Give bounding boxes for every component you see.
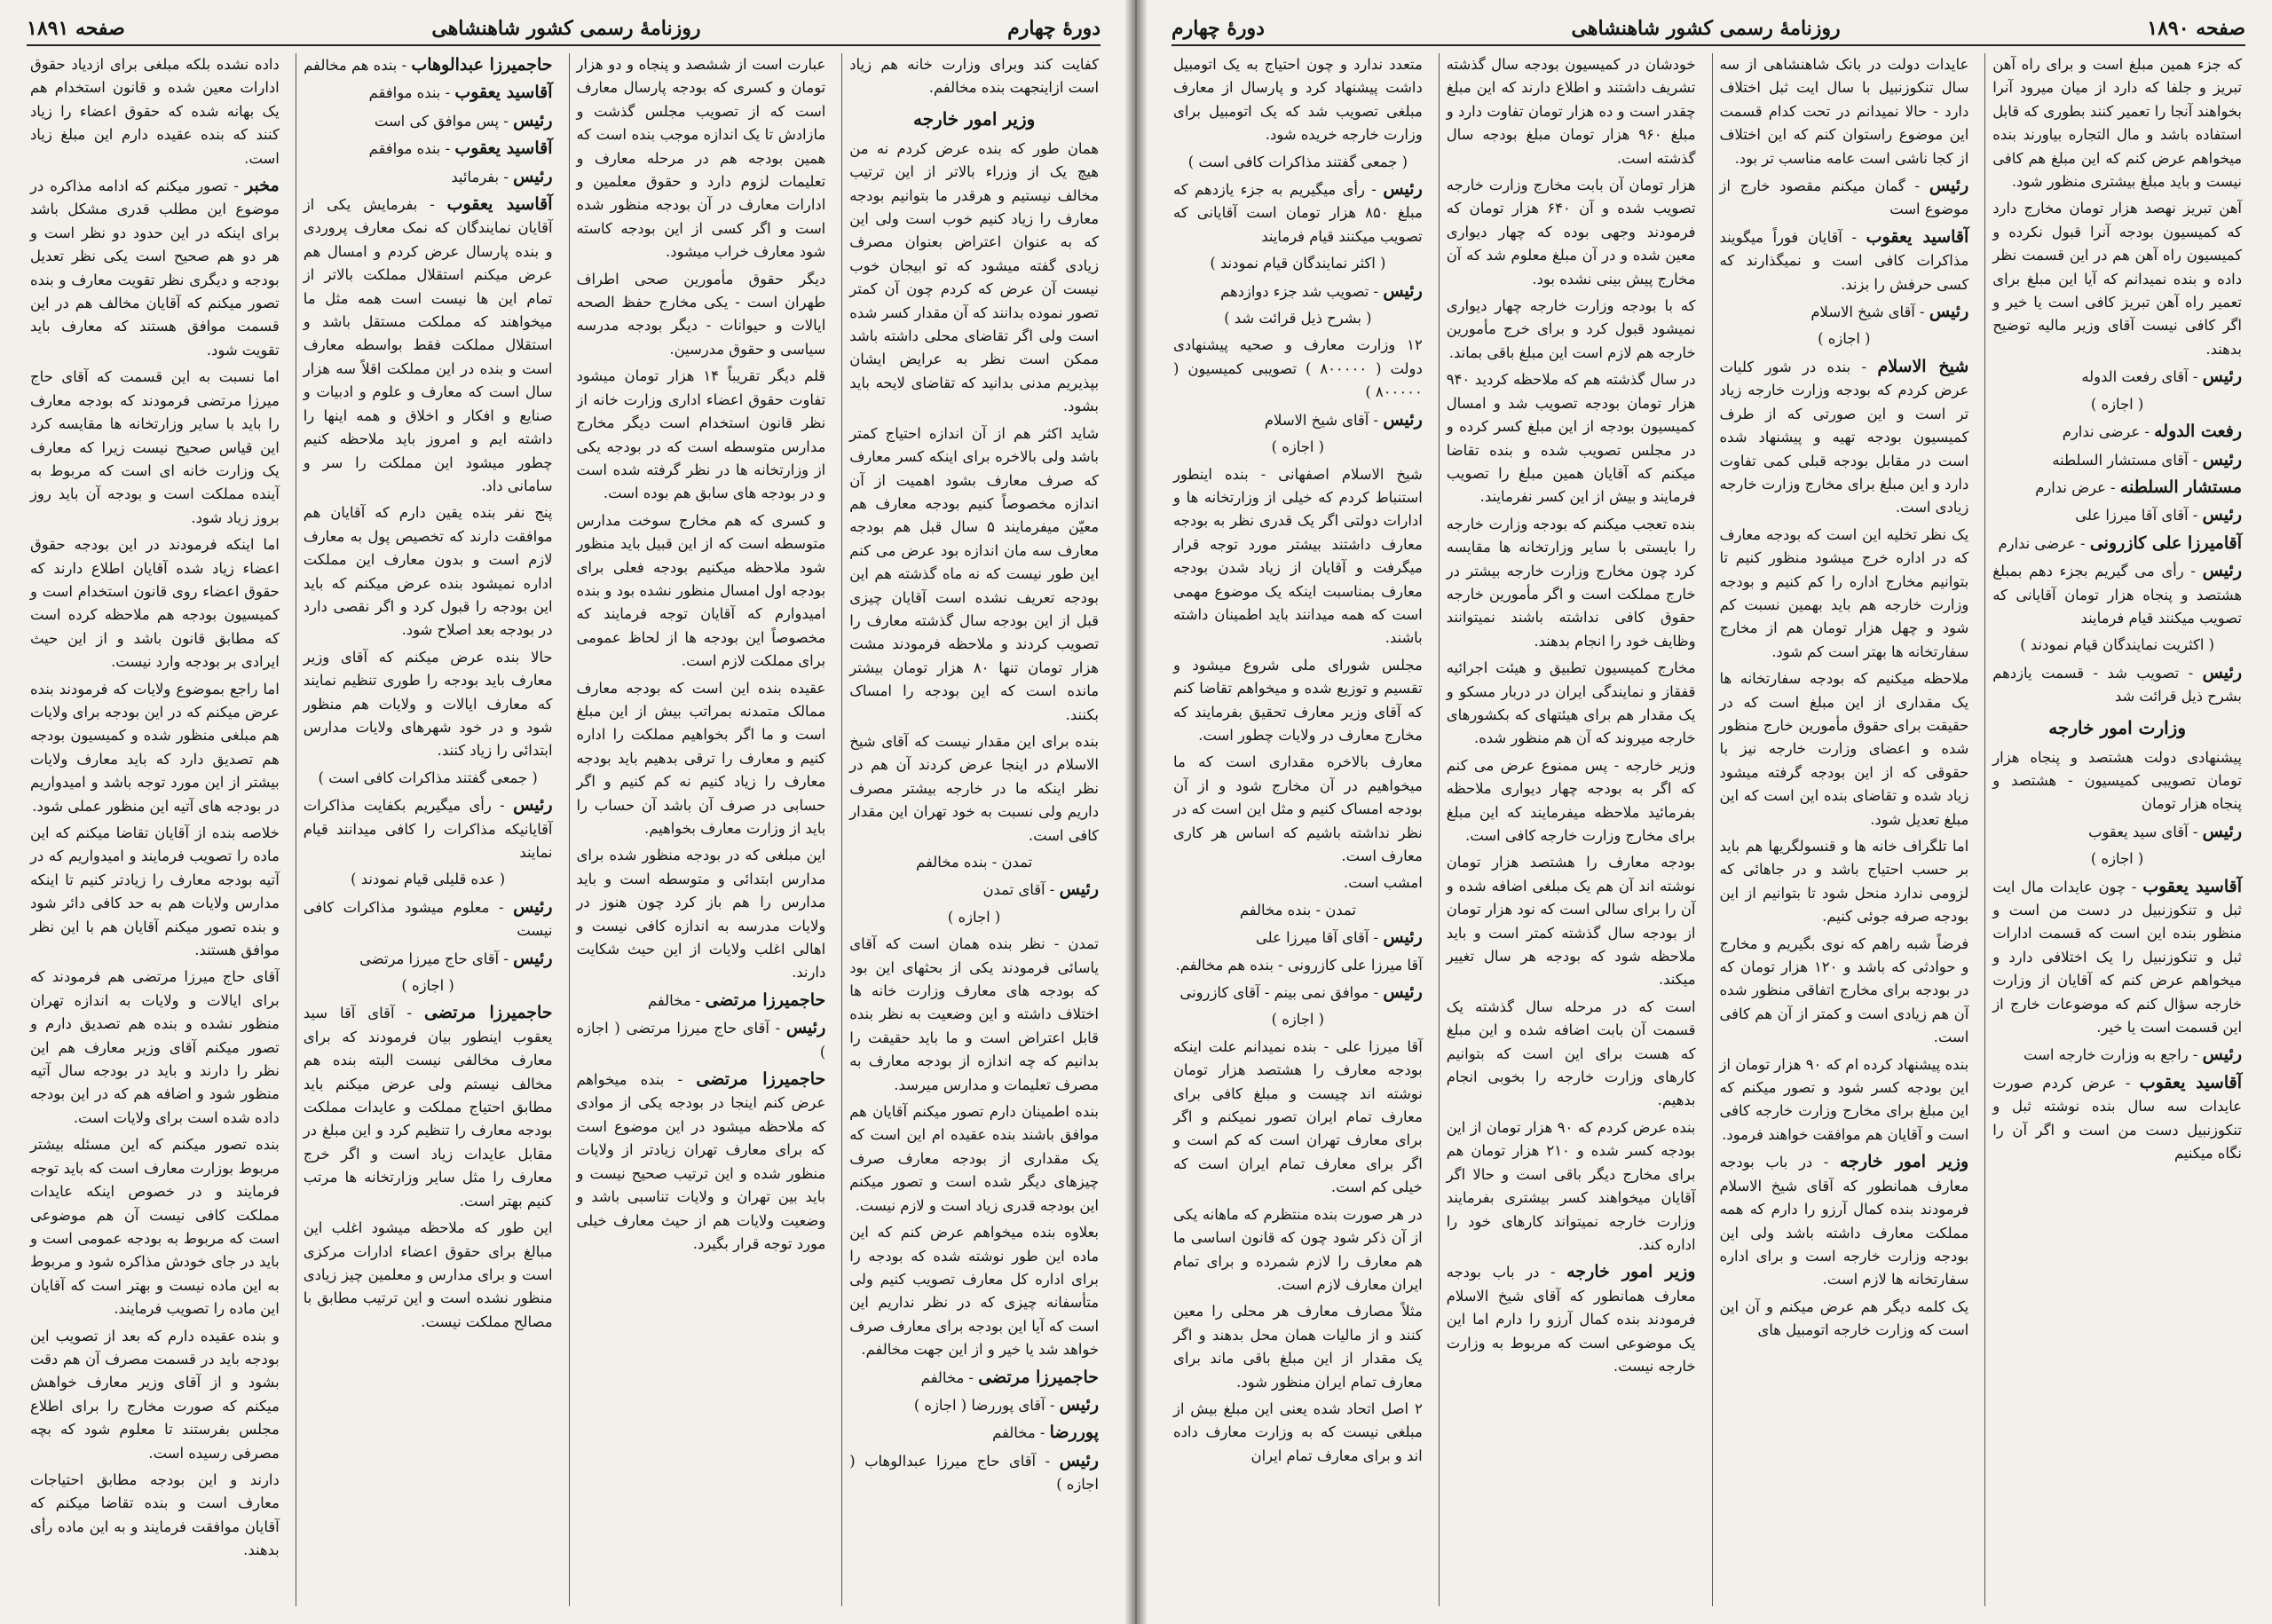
page-columns — [1166, 53, 2249, 1606]
speaker-paragraph — [577, 989, 826, 1013]
speaker-name: رئیس — [1383, 409, 1423, 430]
body-paragraph: داده نشده بلکه مبلغی برای ازدیاد حقوق ادارات معین شده و قانون استخدام هم یک بهانه شده که حقوق اعضاء را زیاد کنند که بنده عقیده دارم این مبلغ زیاد است. — [30, 56, 280, 167]
speaker-paragraph — [1720, 225, 1969, 296]
body-paragraph: همان طور که بنده عرض کردم نه من هیچ یک از وزراء بالاتر از این ترتیب مخالف نیستیم و هرقدر ما بتوانیم بودجه معارف را زیاد کنیم خوب است ولی این که به عنوان اعتراض بعنوان مصرف زیادی گفته میشود که تو ابیجان خوب نیست آن عرض که کردم چون آن کمتر تصور نموده بدانند که آن مقدار کسر شده است ولی اگر تقاضای محلی داشته باشد ممکن است نظر به عرایض ایشان بپذیریم مدنی بدانید که تقاضای لایحه باید بشود. — [849, 139, 1099, 415]
text-column — [1166, 53, 1430, 1606]
speaker-text: - آقای مستشار السلطنه — [2052, 451, 2198, 469]
proceedings-note: ( اجازه ) — [1271, 438, 1325, 456]
speaker-paragraph — [1992, 448, 2242, 472]
speaker-name: حاجمیرزا مرتضی — [696, 1069, 826, 1090]
speaker-name: رفعت الدوله — [2154, 422, 2242, 442]
body-paragraph: ۲ اصل اتحاد شده یعنی این مبلغ بیش از مبلغی نیست که به وزارت معارف داده اند و برای معارف تمام ایران — [1173, 1399, 1423, 1464]
speaker-paragraph — [1992, 532, 2242, 556]
speaker-paragraph — [1720, 174, 1969, 222]
header-left: دورۀ چهارم — [1172, 17, 1265, 40]
speaker-name: وزیر امور خارجه — [1566, 1262, 1696, 1282]
body-paragraph: آقای حاج میرزا مرتضی هم فرمودند که برای ایالات و ولایات به اندازه تهران منظور نشده و بنده هم تصدیق دارم و تصور میکنم آقای وزیر معارف هم این نظر را دارند و باید در بودجه سال آتیه منظور شود و اضافه هم که در این بودجه داده شده است برای ولایات است. — [30, 968, 280, 1126]
body-paragraph: فرضاً شبه راهم که نوی بگیریم و مخارج و حوادثی که باشد و ۱۲۰ هزار تومان که در بودجه برای مخارج اتفاقی منظور شده آن هم زیادی است و کمتر از آن هم کافی است. — [1719, 934, 1969, 1046]
body-paragraph: اما نسبت به این قسمت که آقای حاج میرزا مرتضی فرمودند که بودجه معارف را باید با سایر وزارتخانه ها مقایسه کرد این قیاس صحیح نیست زیرا که معارف یک وزارت خانه ای است که مربوط به آینده مملکت است و بودجه آن باید روز بروز زیاد شود. — [30, 368, 280, 526]
speaker-text: - مخالفم — [920, 1368, 974, 1386]
speaker-name: رئیس — [1059, 1394, 1099, 1415]
speaker-text: - بنده موافقم — [368, 140, 451, 158]
text-column — [1439, 53, 1703, 1606]
speaker-text: - عرض ندارم — [2035, 478, 2116, 496]
body-paragraph: متعدد ندارد و چون احتیاج به یک اتومبیل داشت پیشنهاد کرد و پارسال از معارف مبلغی تصویب شد که یک اتومبیل برای وزارت خارجه خریده شود. — [1173, 56, 1423, 144]
body-paragraph: بنده عرض کردم که ۹۰ هزار تومان از این بودجه کسر شده و ۲۱۰ هزار تومان هم برای مخارج دیگر باقی است و حالا اگر آقایان میخواهند کسر بیشتری بفرمایند وزارت خارجه نمیتواند کارهای خود را اداره کند. — [1446, 1118, 1696, 1253]
speaker-paragraph — [1720, 300, 1969, 324]
body-paragraph: که جزء همین مبلغ است و برای راه آهن تبریز و جلفا که دارد از میان میرود آنرا بخواهند آنجا را تعمیر کنند بطوری که قابل استفاده باشد و مال التجاره بیاورند بنده میخواهم عرض کنم که این مبلغ هم کافی نیست و باید مبلغ بیشتری منظور شود. — [1992, 56, 2242, 191]
body-paragraph: که با بودجه وزارت خارجه چهار دیواری نمیشود قبول کرد و برای خرج مأمورین خارجه هم لازم است این مبلغ باقی بماند. — [1446, 297, 1696, 361]
speaker-name: حاجمیرزا مرتضی — [978, 1367, 1099, 1387]
speaker-name: رئیس — [1383, 280, 1423, 301]
speaker-paragraph — [304, 137, 553, 161]
speaker-text: - بفرمائید — [451, 168, 509, 185]
section-heading: وزیر امور خارجه — [912, 107, 1036, 130]
body-paragraph: اما تلگراف خانه ها و قنسولگریها هم باید بر حسب احتیاج باشد و در جاهائی که لزومی ندارد منحل شود تا بتوانیم از این بودجه صرفه جوئی کنیم. — [1719, 838, 1969, 926]
speaker-paragraph — [304, 53, 553, 77]
speaker-text: - آقای آقا سید یعقوب اینطور بیان فرمودند که برای معارف مخالفی نیست البته بنده هم مخالف نیستم ولی عرض میکنم باید مطابق احتیاج مملکت و عایدات مملکت بودجه معارف را تنظیم کرد و این مبلغ در مقابل عایدات زیاد است و اگر خرج معارف را مثل سایر وزارتخانه ها مرتب کنیم بهتر است. — [303, 1005, 553, 1210]
header-left: صفحه ۱۸۹۱ — [27, 17, 125, 40]
speaker-name: رئیس — [513, 166, 553, 186]
speaker-text: - مخالفم — [992, 1424, 1045, 1442]
speaker-text: - در باب بودجه معارف همانطور که آقای شیخ الاسلام فرمودند بنده کمال آرزو را دارم که همه مملکت معارف داشته باشد ولی این بودجه وزارت خارجه است و برای اداره سفارتخانه ها لازم است. — [1719, 1154, 1969, 1289]
speaker-paragraph — [849, 1393, 1099, 1417]
speaker-name: رئیس — [2202, 662, 2242, 682]
body-paragraph: است که در مرحله سال گذشته یک قسمت آن بابت اضافه شده و این مبلغ که هست برای این است که بتوانیم کارهای وزارت خارجه را بخوبی انجام بدهیم. — [1446, 997, 1696, 1109]
header-right: دورۀ چهارم — [1007, 17, 1100, 40]
speaker-text: - آقای رفعت الدوله — [2081, 368, 2198, 386]
body-paragraph: ۱۲ وزارت معارف و صحیه پیشنهادی دولت ( ۸۰۰۰۰۰ ) تصویبی کمیسیون ( ۸۰۰۰۰۰ ) — [1173, 336, 1423, 401]
speaker-paragraph — [1992, 1043, 2242, 1067]
speaker-text: - رأی میگیریم به جزء یازدهم که مبلغ ۸۵۰ هزار تومان است آقایانی که تصویب میکنند قیام فرمایند — [1173, 181, 1423, 245]
speaker-text: - عرض کردم صورت عایدات سه سال بنده نوشته ثبل و تنکوزنبیل دست من است و اگر آن را نگاه میکنیم — [1992, 1074, 2242, 1163]
speaker-name: رئیس — [1059, 1450, 1099, 1470]
speaker-paragraph — [304, 81, 553, 105]
speaker-name: رئیس — [2202, 449, 2242, 469]
speaker-paragraph — [1173, 926, 1423, 950]
body-paragraph: حالا بنده عرض میکنم که آقای وزیر معارف باید بودجه را طوری تنظیم نمایند که معارف ایالات و ولایات هم منظور شود و در خود شهرهای ولایات مدارس ابتدائی را زیاد کنند. — [303, 648, 553, 760]
body-paragraph: در هر صورت بنده منتظرم که ماهانه یکی از آن ذکر شود چون که قانون اساسی ما هم معارف را لازم شمرده و برای تمام ایران معارف لازم است. — [1173, 1205, 1423, 1293]
body-paragraph: خودشان در کمیسیون بودجه سال گذشته تشریف داشتند و اطلاع دارند که این مبلغ چقدر است و ده هزار تومان تفاوت دارد و مبلغ ۹۶۰ هزار تومان مبلغ بودجه سال گذشته است. — [1446, 56, 1696, 167]
speaker-name: رئیس — [1383, 927, 1423, 948]
body-paragraph: مجلس شورای ملی شروع میشود و تقسیم و توزیع شده و میخواهم تقاضا کنم که آقای وزیر معارف تحقیق بفرمایند که مخارج معارف در ولایات چطور است. — [1173, 656, 1423, 744]
speaker-text: - آقایان فوراً میگویند مذاکرات کافی است و نمیگذارند که کسی حرفش را بزند. — [1719, 228, 1969, 293]
speaker-text: - عرضی ندارم — [2062, 423, 2150, 441]
body-paragraph: خلاصه بنده از آقایان تقاضا میکنم که این ماده را تصویب فرمایند و امیدواریم که در آتیه بودجه معارف را زیادتر کنیم تا اینکه مدارس ولایات هم به حد کافی دائر شود و بنده تصور میکنم آقایان هم با این نظر موافق هستند. — [30, 824, 280, 959]
speaker-name: رئیس — [1383, 179, 1423, 200]
speaker-name: حاجمیرزا مرتضی — [423, 1003, 553, 1023]
body-paragraph: عقیده بنده این است که بودجه معارف ممالک متمدنه بمراتب بیش از این مبلغ است و ما اگر بخواهیم مملکت را اداره کنیم و معارف را ترقی بدهیم باید بودجه معارف را زیاد کنیم نه کم کنیم و اگر حسابی در صرف آن باشد آن حساب را باید از وزارت معارف بخواهیم. — [576, 679, 826, 837]
speaker-paragraph — [1992, 820, 2242, 844]
body-paragraph: وزیر خارجه - پس ممنوع عرض می کنم که اگر به بودجه چهار دیواری ملاحظه بفرمائید ملاحظه میفرمایند که این مبلغ برای مخارج وزارت خارجه کافی است. — [1446, 756, 1696, 844]
body-paragraph: بنده تصور میکنم که این مسئله بیشتر مربوط بوزارت معارف است که باید توجه فرمایند و در خصوص اینکه عایدات مملکت کافی نیست آن هم موضوعی است که مربوط به بودجه عمومی است و باید در جای خودش مذاکره شود و مربوط به این ماده نیست و بهتر است که آقایان این ماده را تصویب فرمایند. — [30, 1136, 280, 1318]
body-paragraph: اما اینکه فرمودند در این بودجه حقوق اعضاء زیاد شده آقایان اطلاع دارند که حقوق اعضاء روی قانون استخدام است و کمیسیون بودجه هم ملاحظه کرده است که مطابق قانون باشد و از این حیث ایرادی بر بودجه وارد نیست. — [30, 536, 280, 671]
speaker-text: - پس موافق کی است — [374, 112, 509, 130]
speaker-paragraph — [1173, 177, 1423, 248]
speaker-paragraph — [1173, 981, 1423, 1005]
speaker-text: - آقای آقا میرزا علی — [1256, 929, 1379, 947]
body-paragraph: این مبلغی که در بودجه منظور شده برای مدارس ابتدائی و متوسطه است و باید مدارس را هم باز کرد چون هنوز در ولایات مدرسه به اندازه کافی نیست و اهالی اغلب ولایات از این حیث شکایت دارند. — [576, 847, 826, 981]
body-paragraph: کفایت کند وبرای وزارت خانه هم زیاد است ازاینجهت بنده مخالفم. — [849, 56, 1099, 97]
speaker-name: رئیس — [513, 795, 553, 816]
body-paragraph: دیگر حقوق مأمورین صحی اطراف طهران است - یکی مخارج حفظ الصحه ایالات و حیوانات - دیگر بودجه مدرسه سیاسی و حقوق مدرسین. — [576, 270, 826, 358]
speaker-text: - چون عایدات مال ایت ثبل و تنکوزنبیل در دست من است و منظور بنده این است که قسمت ادارات ثبل و تنکوزنبیل را یک اختلافی دارد و میخواهم عرض کنم که آقایان از وزارت خارجه سؤال کنم که موضوعات خارج از این قسمت است یا خیر. — [1992, 878, 2242, 1037]
speaker-text: - آقای تمدن — [982, 881, 1055, 899]
speaker-paragraph — [304, 793, 553, 864]
body-paragraph: در سال گذشته هم که ملاحظه کردید ۹۴۰ هزار تومان بودجه تصویب شد و امسال کمیسیون بودجه از این مبلغ کسر کرده و در مجلس تصویب شده و بنده تقاضا میکنم که آقایان همین مبلغ را تصویب فرمایند و بیش از این کسر نفرمایند. — [1446, 371, 1696, 506]
speaker-paragraph — [849, 1449, 1099, 1497]
body-paragraph: و بنده عقیده دارم که بعد از تصویب این بودجه باید در قسمت مصرف آن هم دقت بشود و از آقای وزیر معارف خواهش میکنم که صورت مخارج را برای اطلاع مجلس بفرستند تا معلوم شود که بچه مصرفی رسیده است. — [30, 1327, 280, 1462]
text-column — [23, 53, 287, 1606]
speaker-paragraph — [1992, 559, 2242, 630]
speaker-name: رئیس — [785, 1018, 826, 1038]
proceedings-note: ( اکثریت نمایندگان قیام نمودند ) — [2020, 636, 2214, 654]
speaker-name: رئیس — [513, 896, 553, 917]
speaker-paragraph — [1992, 420, 2242, 444]
page-columns — [23, 53, 1106, 1606]
body-paragraph: اما راجع بموضوع ولایات که فرمودند بنده عرض میکنم که در این بودجه برای ولایات هم مبلغی منظور شده و کمیسیون بودجه هم تصدیق دارد که باید معارف ولایات بیشتر از این مورد توجه باشد و امیدواریم در بودجه های آتیه این منظور عملی شود. — [30, 680, 280, 815]
speaker-name: آقاسید یعقوب — [1866, 226, 1969, 247]
proceedings-note: ( عده قلیلی قیام نمودند ) — [351, 871, 506, 888]
body-paragraph: عبارت است از ششصد و پنجاه و دو هزار تومان و کسری که بودجه پارسال معارف است که از تصویب مجلس گذشت و مازادش تا یک اندازه موجب بنده است که همین بودجه هم در مرحله معارف و تعلیمات لزوم دارد و حقوق معلمین و ادارات معارف در آن بودجه منظور شده است و اگر کسی از این بودجه کاسته شود معارف خراب میشود. — [576, 56, 826, 261]
speaker-name: آقاسید یعقوب — [2139, 1072, 2242, 1092]
speaker-name: رئیس — [2202, 505, 2242, 525]
speaker-text: - آقای پوررضا ( اجازه ) — [913, 1396, 1055, 1414]
body-paragraph: آهن تبریز نهصد هزار تومان مخارج دارد که کمیسیون بودجه آنرا قبول نکرده و کمیسیون راه آهن هم در این قسمت نظر داده و بنده نمیدانم که آیا این مبلغ برای تعمیر راه آهن تبریز کافی است یا خیر و اگر کافی نیست آقای وزیر مالیه توضیح بدهند. — [1992, 200, 2242, 358]
proceedings-note: ( اجازه ) — [2090, 395, 2144, 413]
header-center: روزنامۀ رسمی کشور شاهنشاهی — [431, 17, 701, 40]
body-paragraph: شیخ الاسلام اصفهانی - بنده اینطور استنباط کردم که خیلی از وزارتخانه ها و ادارات دولتی اگر یک قدری نظر به بودجه معارف داشتند بیشتر مورد توجه قرار میگرفت و آقایان از زیاد شدن بودجه معارف بمناسبت اینکه یک موضوع مهمی است که همه میدانند باید اطمینان داشته باشند. — [1173, 465, 1423, 647]
body-paragraph: یک کلمه دیگر هم عرض میکنم و آن این است که وزارت خارجه اتومبیل های — [1719, 1297, 1969, 1339]
speaker-text: - در باب بودجه معارف همانطور که آقای شیخ الاسلام فرمودند بنده کمال آرزو را دارم اما این یک موضوعی است که مربوط به وزارت خارجه نیست. — [1446, 1264, 1696, 1375]
speaker-name: آقاسید یعقوب — [446, 194, 553, 215]
text-column — [841, 53, 1106, 1606]
body-paragraph: بنده تعجب میکنم که بودجه وزارت خارجه را بایستی با سایر وزارتخانه ها مقایسه کرد چون مخارج وزارت خارجه بیشتر در خارج مملکت است و اگر مأمورین خارجه حقوق کافی نداشته باشند نمیتوانند وظایف خود را انجام بدهند. — [1446, 515, 1696, 650]
proceedings-note: ( اجازه ) — [2090, 850, 2144, 868]
speaker-text: - آقای سید یعقوب — [2088, 823, 2198, 840]
speaker-name: مستشار السلطنه — [2119, 477, 2242, 497]
proceedings-note: ( اجازه ) — [401, 977, 454, 995]
speaker-text: - بنده هم مخالفم — [304, 57, 407, 74]
speaker-text: - رأی میگیریم بکفایت مذاکرات آقایانیکه مذاکرات را کافی میدانند قیام نمایند — [303, 797, 553, 861]
text-column — [1712, 53, 1976, 1606]
speaker-name: رئیس — [513, 948, 553, 968]
body-paragraph: آقا میرزا علی کازرونی - بنده هم مخالفم. — [1175, 956, 1423, 974]
speaker-text: - تصور میکنم که ادامه مذاکره در موضوع این مطلب قدری مشکل باشد برای اینکه در این حدود دو نظر است و هر دو هم صحیح است یکی نظر تعدیل بودجه و دیگری نظر تقویت معارف و بنده تصور میکنم که آقایان مخالف هم در این قسمت موافق هستند که معارف باید تقویت شود. — [30, 177, 280, 359]
body-paragraph: یک نظر تخلیه این است که بودجه معارف که در اداره خرج میشود منظور کنیم تا بتوانیم مخارج اداره را کم کنیم و بودجه وزارت خارجه هم باید بهمین نسبت کم شود و چهل هزار تومان هم از مخارج سفارتخانه ها بهتر است کم شود. — [1719, 525, 1969, 660]
section-heading: وزارت امور خارجه — [2048, 716, 2186, 738]
speaker-paragraph — [1447, 1260, 1696, 1378]
speaker-name: حاجمیرزا مرتضی — [705, 989, 826, 1010]
proceedings-note: ( جمعی گفتند مذاکرات کافی است ) — [1187, 153, 1408, 170]
speaker-name: آقامیرزا علی کازرونی — [2089, 532, 2242, 553]
speaker-text: - آقای شیخ الاسلام — [1264, 411, 1379, 429]
speaker-text: - معلوم میشود مذاکرات کافی نیست — [303, 898, 553, 940]
body-paragraph: مخارج کمیسیون تطبیق و هیئت اجرائیه قفقاز و نمایندگی ایران در دربار مسکو و یک مقدار هم برای هیئتهای که بکشورهای خارجه میروند که آن هم منظور شده. — [1446, 659, 1696, 747]
speaker-name: آقاسید یعقوب — [2142, 876, 2242, 896]
speaker-paragraph — [304, 109, 553, 133]
text-column — [1984, 53, 2249, 1606]
speaker-paragraph — [1992, 1071, 2242, 1166]
proceedings-note: تمدن - بنده مخالفم — [916, 854, 1033, 871]
speaker-text: - موافق نمی بینم - آقای کازرونی — [1179, 984, 1379, 1002]
speaker-name: رئیس — [1929, 176, 1969, 196]
speaker-paragraph — [1720, 1150, 1969, 1291]
speaker-name: رئیس — [513, 110, 553, 130]
speaker-name: رئیس — [2202, 367, 2242, 387]
speaker-paragraph — [849, 1366, 1099, 1390]
speaker-name: آقاسید یعقوب — [454, 83, 553, 103]
speaker-paragraph — [1720, 355, 1969, 520]
speaker-name: رئیس — [1383, 982, 1423, 1003]
body-paragraph: بنده برای این مقدار نیست که آقای شیخ الاسلام در اینجا عرض کردند آن هم در نظر اینکه ما در خارجه بیشتر مصرف داریم ولی نسبت به خود تهران این مقدار کافی است. — [849, 732, 1099, 844]
body-paragraph: امشب است. — [1343, 874, 1423, 892]
body-paragraph: بنده اطمینان دارم تصور میکنم آقایان هم موافق باشند بنده عقیده ام این است که یک مقداری از بودجه معارف صرف چیزهای دیگر شده است و تصور میکنم این بودجه قدری زیاد است و لازم نیست. — [849, 1103, 1099, 1214]
speaker-text: - آقای حاج میرزا مرتضی — [359, 950, 509, 967]
body-paragraph: قلم دیگر تقریباً ۱۴ هزار تومان میشود تفاوت حقوق اعضاء اداری وزارت خانه از نظر قانون استخدام است دیگر مخارج مدارس متوسطه است که در بودجه یکی از وزارتخانه ها در نظر گرفته شده است و در بودجه های سابق هم بوده است. — [576, 367, 826, 502]
speaker-name: مخبر — [245, 176, 280, 196]
proceedings-note: ( بشرح ذیل قرائت شد ) — [1224, 310, 1372, 327]
body-paragraph: ملاحظه میکنیم که بودجه سفارتخانه ها یک مقداری از این مبلغ است که در حقیقت برای حقوق مأمورین خارج منظور شده و اعضای وزارت خارجه نیز با حقوقی که از این بودجه گرفته میشود زیاد شده و تقاضای بنده این است که این مبلغ تعدیل شود. — [1719, 670, 1969, 828]
speaker-text: - تصویب شد جزء دوازدهم — [1220, 282, 1379, 300]
body-paragraph: پیشنهادی دولت هشتصد و پنجاه هزار تومان تصویبی کمیسیون - هشتصد و پنجاه هزار تومان — [1992, 748, 2242, 813]
header-right: صفحه ۱۸۹۰ — [2147, 17, 2245, 40]
body-paragraph: تمدن - نظر بنده همان است که آقای یاسائی فرمودند یکی از بحثهای این بود که بودجه های معارف وزارت خانه ها اختلاف داشته و این وضعیت به نظر بنده قابل اعتراض است و ما باید حقیقت را بدانیم که چه اندازه از بودجه معارف به مصرف تعلیمات و مدارس میرسد. — [849, 935, 1099, 1093]
speaker-paragraph — [1173, 280, 1423, 304]
speaker-paragraph — [304, 165, 553, 189]
running-header — [27, 12, 1100, 46]
speaker-name: شیخ الاسلام — [1877, 356, 1969, 376]
speaker-text: - بفرمایش یکی از آقایان نمایندگان که نمک معارف پروردی و بنده پارسال عرض کردم و امسال هم عرض میکنم استقلال مملکت بالاتر از تمام این ها نیست است همه مثل ما میخواهند که مملکت مستقل باشد و استقلال مملکت فقط بواسطه معارف است و بنده در این مملکت اقلاً سه هزار سال است که معارف و علوم و ادبیات و صنایع و افکار و اخلاق و همه اینها را داشته ایم و امروز باید ملاحظه کنیم چطور میشود این مملکت را سر و سامانی داد. — [303, 196, 553, 494]
speaker-paragraph — [304, 895, 553, 943]
speaker-name: رئیس — [1929, 302, 1969, 322]
header-center: روزنامۀ رسمی کشور شاهنشاهی — [1571, 17, 1841, 40]
proceedings-note: تمدن - بنده مخالفم — [1239, 901, 1356, 918]
body-paragraph: این طور که ملاحظه میشود اغلب این مبالغ برای حقوق اعضاء ادارات مرکزی است و برای مدارس و معلمین چیز زیادی منظور نشده است و این ترتیب مطابق با مصالح مملکت نیست. — [303, 1219, 553, 1330]
speaker-name: رئیس — [2202, 1045, 2242, 1065]
proceedings-note: ( اجازه ) — [947, 908, 1001, 926]
speaker-text: - گمان میکنم مقصود خارج از موضوع است — [1719, 177, 1969, 218]
body-paragraph: بعلاوه بنده میخواهم عرض کنم که این ماده این طور نوشته شده که بودجه را برای اداره کل معارف تصویب کنیم ولی متأسفانه چیزی که در نظر نداریم این است که آیا این بودجه برای معارف صرف خواهد شد یا خیر و از این جهت مخالفم. — [849, 1224, 1099, 1359]
speaker-name: حاجمیرزا عبدالوهاب — [411, 55, 553, 75]
speaker-paragraph — [304, 1001, 553, 1213]
speaker-text: - مخالفم — [647, 991, 701, 1009]
body-paragraph: عایدات دولت در بانک شاهنشاهی از سه سال تنکوزنبیل با سال ایت ثبل اختلاف دارد - حالا نمیدانم در تحت کدام قسمت این موضوع راستوان کنم که این اختلاف از کجا ناشی است عامه مناسب تر بود. — [1719, 56, 1969, 167]
speaker-paragraph — [1992, 476, 2242, 500]
page-1890 — [1136, 0, 2272, 1624]
body-paragraph: آقا میرزا علی - بنده نمیدانم علت اینکه بودجه معارف را هشتصد هزار تومان نوشته اند چیست و مبلغ کافی برای معارف تمام ایران تصور نمیکنم و اگر برای معارف تهران است که کم است و اگر برای معارف تمام ایران است که خیلی کم است. — [1173, 1037, 1423, 1196]
speaker-text: - آقای حاج میرزا عبدالوهاب ( اجازه ) — [849, 1452, 1099, 1494]
speaker-paragraph — [1173, 408, 1423, 432]
speaker-text: - آقای آقا میرزا علی — [2075, 507, 2198, 524]
body-paragraph: دارند و این بودجه مطابق احتیاجات معارف است و بنده تقاضا میکنم که آقایان موافقت فرمایند و به این ماده رأی بدهند. — [30, 1470, 280, 1559]
proceedings-note: ( جمعی گفتند مذاکرات کافی است ) — [318, 769, 538, 786]
body-paragraph: و کسری که هم مخارج سوخت مدارس متوسطه است که از این قبیل باید منظور شود ملاحظه میکنیم بودجه فعلی برای بودجه اول امسال منظور نشده بود و بنده امیدوارم که آقایان توجه فرمایند که مخصوصاً این بودجه ها از لحاظ عمومی برای مملکت لازم است. — [576, 511, 826, 670]
speaker-text: - بنده موافقم — [368, 84, 451, 102]
body-paragraph: پنج نفر بنده یقین دارم که آقایان هم موافقت دارند که تخصیص پول به معارف لازم است و بدون معارف این مملکت اداره نمیشود بنده عرض میکنم که باید این بودجه را قبول کرد و اگر نقصی دارد در بودجه بعد اصلاح شود. — [303, 504, 553, 639]
speaker-name: وزیر امور خارجه — [1839, 1152, 1969, 1172]
speaker-name: آقاسید یعقوب — [454, 138, 553, 159]
proceedings-note: ( اجازه ) — [1271, 1011, 1325, 1029]
speaker-name: رئیس — [2202, 821, 2242, 841]
speaker-name: رئیس — [1059, 879, 1099, 900]
speaker-text: - عرضی ندارم — [1998, 534, 2086, 552]
speaker-text: - آقای حاج میرزا مرتضی ( اجازه ) — [576, 1020, 826, 1060]
speaker-paragraph — [849, 878, 1099, 902]
speaker-paragraph — [577, 1068, 826, 1256]
body-paragraph: شاید اکثر هم از آن اندازه احتیاج کمتر باشد ولی بالاخره برای اینکه کسر معارف که صرف معارف بشود اهمیت از آن اندازه مخصوصاً کنیم بودجه معارف هم معیّن میفرمایند ۵ سال قبل هم بودجه معارف سه مان اندازه بود عرض می کنم این طور نیست که نه ماه گذشته هم این بودجه تعریف نشده است آقایان چیزی قبل از این بودجه سال گذشته معارف را تصویب کردند و ملاحظه فرمودند مشت هزار تومان تنها ۸۰ هزار تومان بیشتر مانده است که این بودجه را امساک بکنند. — [849, 424, 1100, 723]
speaker-name: پوررضا — [1049, 1423, 1099, 1443]
speaker-paragraph — [1992, 661, 2242, 709]
speaker-paragraph — [1992, 875, 2242, 1040]
speaker-text: - بنده در شور کلیات عرض کردم که بودجه وزارت خارجه زیاد تر است و این صورتی که از طرف کمیسیون بودجه تهیه و پیشنهاد شده است در مقابل بودجه قبلی کمی تفاوت دارد و این مبلغ برای مخارج وزارت خارجه زیادی است. — [1719, 358, 1969, 516]
speaker-paragraph — [30, 174, 280, 362]
speaker-text: - راجع به وزارت خارجه است — [2024, 1046, 2198, 1064]
speaker-paragraph — [304, 193, 553, 498]
running-header — [1172, 12, 2245, 46]
speaker-text: - تصویب شد - قسمت یازدهم بشرح ذیل قرائت شد — [1992, 664, 2242, 706]
body-paragraph: معارف بالاخره مقداری است که ما میخواهیم در آن مخارج شود و از آن بودجه امساک کنیم و مثل این است که در نظر نداشته باشیم که اساس هر کاری معارف است. — [1173, 753, 1423, 864]
speaker-paragraph — [1992, 503, 2242, 527]
speaker-paragraph — [849, 1421, 1099, 1445]
speaker-paragraph — [1992, 365, 2242, 389]
speaker-text: - بنده میخواهم عرض کنم اینجا در بودجه یکی از موادی که ملاحظه میشود در این موضوع است که برای معارف تهران زیادتر از ولایات منظور شده و این ترتیب صحیح نیست و باید بین تهران و ولایات تناسبی باشد و وضعیت ولایات هم از حیث معارف خیلی مورد توجه قرار بگیرد. — [576, 1071, 826, 1252]
body-paragraph: بودجه معارف را هشتصد هزار تومان نوشته اند آن هم یک مبلغی اضافه شده و آن را برای سالی است که نود هزار تومان از بودجه سال گذشته کمتر است و باید ملاحظه شود که بودجه هر سال تغییر میکند. — [1446, 854, 1696, 989]
speaker-paragraph — [304, 947, 553, 971]
body-paragraph: مثلاً مصارف معارف هر محلی را معین کنند و از مالیات همان محل بدهند و اگر یک مقدار از این مبلغ باقی ماند برای معارف تمام ایران منظور شود. — [1173, 1303, 1423, 1391]
speaker-name: رئیس — [2202, 561, 2242, 581]
body-paragraph: هزار تومان آن بابت مخارج وزارت خارجه تصویب شده و آن ۶۴۰ هزار تومان که فرمودند وجهی بوده که چهار دیواری معین شده و در آن مبلغ معلوم شد که آن مخارج پیش بینی نشده بود. — [1446, 177, 1696, 288]
speaker-text: - آقای شیخ الاسلام — [1810, 304, 1925, 321]
proceedings-note: ( اجازه ) — [1818, 330, 1871, 348]
text-column — [569, 53, 833, 1606]
text-column — [296, 53, 560, 1606]
proceedings-note: ( اکثر نمایندگان قیام نمودند ) — [1210, 255, 1386, 272]
body-paragraph: بنده پیشنهاد کرده ام که ۹۰ هزار تومان از این بودجه کسر شود و تصور میکنم که این مبلغ برای مخارج وزارت خارجه کافی است و آقایان هم موافقت خواهند فرمود. — [1719, 1055, 1969, 1143]
speaker-text: - رأی می گیریم بجزء دهم بمبلغ هشتصد و پنجاه هزار تومان آقایانی که تصویب میکنند قیام فرمایند — [1992, 563, 2242, 627]
speaker-paragraph — [577, 1016, 826, 1064]
